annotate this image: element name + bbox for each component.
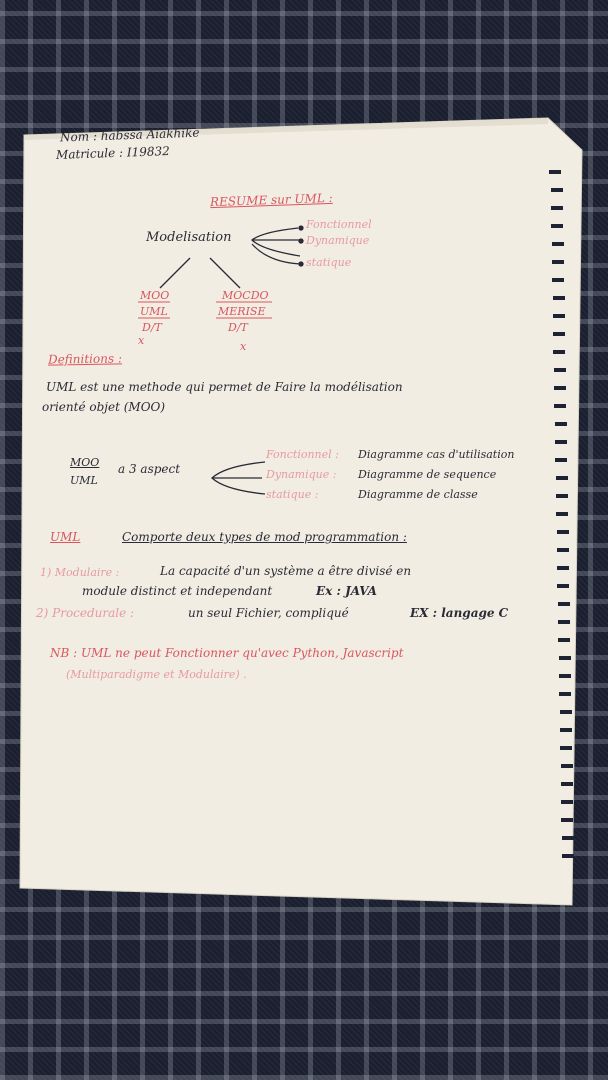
aspect-dynamique-name: Dynamique : bbox=[266, 468, 337, 481]
aspect-statique-desc: Diagramme de classe bbox=[358, 488, 478, 501]
aspects-label-uml: UML bbox=[70, 474, 98, 487]
node-right-x: x bbox=[240, 340, 247, 353]
types-bullet-key: UML bbox=[50, 530, 81, 544]
student-name: Nom : habssa Aiakhike bbox=[59, 125, 200, 145]
node-right-dt: D/T bbox=[228, 321, 248, 334]
branch-statique: statique bbox=[306, 256, 352, 269]
branch-fonctionnel: Fonctionnel bbox=[306, 218, 372, 231]
node-merise: MERISE bbox=[218, 305, 266, 318]
type-1-key: 1) Modulaire : bbox=[40, 566, 120, 579]
definition-line-1: UML est une methode qui permet de Faire la modélisation bbox=[46, 380, 403, 394]
branch-dynamique: Dynamique bbox=[306, 234, 370, 247]
student-matricule: Matricule : I19832 bbox=[55, 144, 171, 162]
node-moo: MOO bbox=[140, 289, 170, 302]
aspects-count: a 3 aspect bbox=[118, 462, 181, 476]
aspect-fonctionnel-desc: Diagramme cas d'utilisation bbox=[358, 448, 515, 461]
type-1-example: Ex : JAVA bbox=[316, 584, 377, 598]
diagram-root: Modelisation bbox=[146, 230, 232, 245]
node-left-dt: D/T bbox=[142, 321, 162, 334]
paper-surface bbox=[20, 118, 582, 905]
aspect-dynamique-desc: Diagramme de sequence bbox=[358, 468, 497, 481]
nb-line-2: (Multiparadigme et Modulaire) . bbox=[66, 668, 247, 681]
types-heading: Comporte deux types de mod programmation : bbox=[122, 530, 407, 544]
node-mocdo: MOCDO bbox=[222, 289, 269, 302]
aspect-fonctionnel-name: Fonctionnel : bbox=[266, 448, 339, 461]
aspects-label-moo: MOO bbox=[70, 456, 100, 469]
definitions-heading: Definitions : bbox=[47, 351, 123, 367]
node-uml: UML bbox=[140, 305, 168, 318]
type-1-line2: module distinct et independant bbox=[82, 584, 273, 598]
type-2-key: 2) Procedurale : bbox=[36, 606, 135, 620]
node-left-x: x bbox=[138, 334, 145, 347]
definition-line-2: orienté objet (MOO) bbox=[42, 400, 166, 414]
nb-line-1: NB : UML ne peut Fonctionner qu'avec Python, Javascript bbox=[50, 646, 404, 660]
type-2-text: un seul Fichier, compliqué bbox=[188, 606, 349, 620]
type-2-example: EX : langage C bbox=[410, 606, 509, 620]
type-1-text: La capacité d'un système a être divisé en bbox=[160, 564, 412, 578]
aspect-statique-name: statique : bbox=[266, 488, 319, 501]
page-title: RESUME sur UML : bbox=[209, 190, 333, 210]
